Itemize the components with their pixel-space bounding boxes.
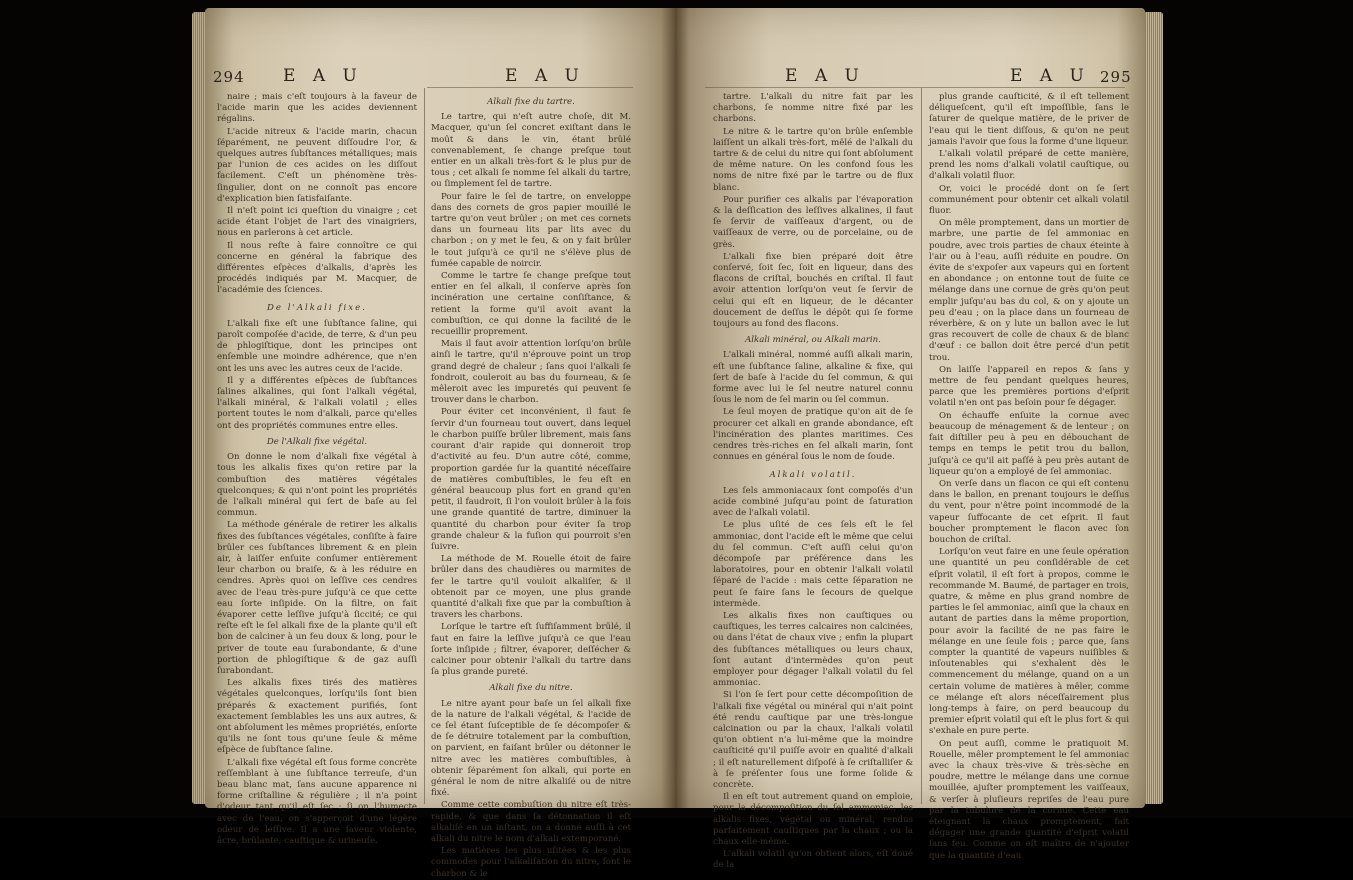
page-edges-right: [1145, 12, 1163, 804]
paragraph: La méthode générale de retirer les alkalis fixes des ſubſtances végétales, conſiſte à faire brûler ces ſubſtances librement & en plein air, à laiſſer enſuite conſumer entièrement leur charbon ou braiſe, & à les réduire en cendres. Après quoi on leſſive ces cendres avec de l'eau très-pure juſqu'à ce que cette eau ſorte inſipide. On la filtre, on fait évaporer cette leſſive juſqu'à ſiccité; ce qui reſte eſt le ſel alkali fixe de la plante qu'il eſt bon de calciner à un feu doux & long, pour le priver de toute eau ſurabondante, & d'une portion de phlogiſtique & de gaz auſſi ſurabondant.: [217, 520, 417, 676]
paragraph: Or, voici le procédé dont on ſe ſert communément pour obtenir cet alkali volatil fluor.: [929, 183, 1129, 217]
paragraph: Le tartre, qui n'eſt autre choſe, dit M. Macquer, qu'un ſel concret exiſtant dans le moût & dans le vin, étant brûlé convenablement, ſe change preſque tout entier en un alkali très-fort & le plus pur de tous ; cet alkali ſe nomme ſel alkali du tartre, ou ſimplement ſel de tartre.: [431, 112, 631, 190]
left-page: [205, 8, 675, 879]
header-rule: [705, 87, 1125, 88]
paragraph: Les alkalis fixes non cauſtiques ou cauſtiques, les terres calcaires non calcinées, ou dans l'état de chaux vive ; enfin la plupart des ſubſtances métalliques ou leurs chaux, ſont autant d'intermèdes qu'on peut employer pour dégager l'alkali volatil du ſel ammoniac.: [713, 610, 913, 689]
paragraph: La méthode de M. Rouelle étoit de faire brûler dans des chaudières ou marmites de fer le tartre qu'il vouloit alkaliſer, & il obtenoit par ce moyen, une plus grande quantité d'alkali fixe que par la combuſtion à travers les charbons.: [431, 554, 631, 621]
paragraph: Si l'on ſe ſert pour cette décompoſition de l'alkali fixe végétal ou minéral qui n'ait point été rendu cauſtique par une très-longue calcination ou par la chaux, l'alkali volatil qu'on obtient n'a lui-même que la moindre cauſticité qu'il puiſſe avoir en qualité d'alkali ; il eſt naturellement diſpoſé à ſe criſtalliſer & à ſe préſenter ſous une forme ſolide & concrète.: [713, 690, 913, 790]
page-edges-left: [192, 12, 206, 804]
paragraph: On mêle promptement, dans un mortier de marbre, une partie de ſel ammoniac en poudre, avec trois parties de chaux éteinte à l'air ou à l'eau, auſſi réduite en poudre. On évite de s'expoſer aux vapeurs qui en ſortent en abondance ; on entonne tout de ſuite ce mélange dans une cornue de grès qu'on peut emplir juſqu'au bas du col, & on y ajoute un peu d'eau ; on la place dans un fourneau de réverbère, & on y lute un ballon avec le lut gras recouvert de colle de chaux & de blanc d'œuf : ce ballon doit être percé d'un petit trou.: [929, 218, 1129, 363]
section-heading: De l'Alkali fixe.: [267, 302, 367, 313]
left-page-column-1: [217, 92, 417, 846]
paragraph: On laiſſe l'appareil en repos & ſans y mettre de feu pendant quelques heures, parce que les premières portions d'eſprit volatil n'en ont pas beſoin pour ſe dégager.: [929, 364, 1129, 409]
paragraph: On peut auſſi, comme le pratiquoit M. Rouelle, mêler promptement le ſel ammoniac avec la chaux très-vive & très-sèche en poudre, mettre le mélange dans une cornue mouillée, ajuſter promptement les vaiſſeaux, & verſer à pluſieurs repriſes de l'eau pure par la tubulure de la cornue. Cette eau éteignant la chaux promptement, fait dégager une grande quantité d'eſprit volatil ſans feu. Comme on eſt maître de n'ajouter que la quantité d'eau: [929, 738, 1129, 861]
paragraph: Les matières les plus uſitées & les plus commodes pour l'alkaliſation du nitre, ſont le charbon & le: [431, 846, 631, 879]
section-heading: Alkali volatil.: [769, 469, 857, 480]
running-head-left-b: E A U: [505, 66, 585, 86]
paragraph: plus grande cauſticité, & il eſt tellement déliqueſcent, qu'il eſt impoſſible, ſans le ſaturer de quelque matière, de le priver de l'eau qui le tient diſſous, & qu'on ne peut jamais l'avoir que ſous la forme d'une liqueur.: [929, 92, 1129, 147]
paragraph: Lorſqu'on veut faire en une ſeule opération une quantité un peu conſidérable de cet eſprit volatil, il eſt fort à propos, comme le recommande M. Baumé, de partager en trois, quatre, & même en plus grand nombre de parties le ſel ammoniac, ainſi que la chaux en autant de parties dans la même proportion, pour avoir la facilité de ne pas faire le mélange en une ſeule fois ; parce que, ſans compter la quantité de vapeurs nuiſibles & inſoutenables qui s'exhalent dès le commencement du mélange, quand on a un certain volume de matières à mêler, comme ce mélange eſt alors néceſſairement plus long-temps à faire, on perd beaucoup du premier eſprit volatil qui eſt le plus fort & qui s'exhale en pure perte.: [929, 547, 1129, 737]
running-head-right-b: E A U: [1010, 66, 1090, 86]
subheading: Alkali fixe du nitre.: [489, 683, 573, 694]
paragraph: Pour purifier ces alkalis par l'évaporation & la deſſication des leſſives alkalines, il faut ſe ſervir de vaiſſeaux d'argent, ou de vaiſſeaux de verre, ou de porcelaine, ou de grès.: [713, 194, 913, 250]
paragraph: Comme le tartre ſe change preſque tout entier en ſel alkali, il conſerve après ſon incinération une certaine conſiſtance, & retient la forme qu'il avoit avant la combuſtion, ce qui donne la facilité de le recueillir proprement.: [431, 271, 631, 338]
right-page-column-2: [929, 92, 1129, 861]
paragraph: L'alkali fixe eſt une ſubſtance ſaline, qui paroît compoſée d'acide, de terre, & d'un peu de phlogiſtique, dont les principes ont enſemble une moindre adhérence, que n'en ont les uns avec les autres ceux de l'acide.: [217, 318, 417, 374]
column-rule: [921, 88, 922, 804]
paragraph: naire ; mais c'eſt toujours à la faveur de l'acide marin que les acides deviennent régalins.: [217, 92, 417, 125]
paragraph: Il y a différentes eſpèces de ſubſtances ſalines alkalines, qui ſont l'alkali végétal, l'alkali minéral, & l'alkali volatil ; elles portent toutes le nom d'alkali, parce qu'elles ont des propriétés communes entre elles.: [217, 375, 417, 431]
paragraph: Pour faire le ſel de tartre, on enveloppe dans des cornets de gros papier mouillé le tartre qu'on veut brûler ; on met ces cornets dans un fourneau lits par lits avec du charbon ; on y met le feu, & on y fait brûler le tout juſqu'à ce qu'il ne s'élève plus de fumée capable de noircir.: [431, 191, 631, 269]
right-page-column-1: [713, 92, 913, 871]
paragraph: Il n'eſt point ici queſtion du vinaigre ; cet acide étant l'objet de l'art des vinaigriers, nous en parlerons à cet article.: [217, 206, 417, 239]
running-head-left-a: E A U: [283, 66, 363, 86]
paragraph: L'alkali volatil préparé de cette manière, prend les noms d'alkali volatil cauſtique, ou d'alkali volatil fluor.: [929, 149, 1129, 182]
left-page-column-2: [431, 92, 631, 879]
right-page: [675, 8, 1145, 871]
paragraph: Les ſels ammoniacaux ſont compoſés d'un acide combiné juſqu'au point de ſaturation avec de l'alkali volatil.: [713, 485, 913, 519]
paragraph: L'acide nitreux & l'acide marin, chacun ſéparément, ne peuvent diſſoudre l'or, & quelques autres ſubſtances métalliques; mais par l'union de ces acides on les diſſout facilement. C'eſt un phénomène très-ſingulier, dont on ne connoît pas encore d'explication bien ſatisfaiſante.: [217, 126, 417, 204]
header-rule: [427, 87, 633, 88]
subheading: De l'Alkali fixe végétal.: [266, 436, 368, 447]
paragraph: L'alkali volatil qu'on obtient alors, eſt doué de la: [713, 849, 913, 871]
subheading: Alkali minéral, ou Alkali marin.: [745, 335, 881, 346]
paragraph: L'alkali fixe végétal eſt ſous forme concrète reſſemblant à une ſubſtance terreuſe, d'un beau blanc mat, ſans aucune apparence ni forme criſtalline & régulière ; il n'a point d'odeur tant qu'il eſt ſec : ſi on l'humecte avec de l'eau, on s'apperçoit d'une légère odeur de leſſive. Il a une ſaveur violente, âcre, brûlante, cauſtique & urineuſe.: [217, 757, 417, 846]
paragraph: Mais il faut avoir attention lorſqu'on brûle ainſi le tartre, qu'il n'éprouve point un trop grand degré de chaleur ; ſans quoi l'alkali ſe fondroit, couleroit au bas du fourneau, & ſe mêleroit avec les impuretés qui peuvent ſe trouver dans le charbon.: [431, 339, 631, 406]
paragraph: L'alkali fixe bien préparé doit être conſervé, ſoit ſec, ſoit en liqueur, dans des flacons de criſtal, bouchés en criſtal. Il faut avoir attention lorſqu'on veut ſe ſervir de celui qui eſt en liqueur, de le décanter doucement de deſſus le dépôt qui ſe forme toujours au fond des flacons.: [713, 251, 913, 330]
page-number-right: 295: [1100, 68, 1132, 86]
paragraph: Lorſque le tartre eſt ſuffiſamment brûlé, il faut en faire la leſſive juſqu'à ce que l'eau ſorte inſipide ; filtrer, évaporer, deſſécher & calciner pour obtenir l'alkali du tartre dans ſa plus grande pureté.: [431, 622, 631, 678]
paragraph: Les alkalis fixes tirés des matières végétales quelconques, lorſqu'ils ſont bien préparés & exactement purifiés, ſont exactement ſemblables les uns aux autres, & ont abſolument les mêmes propriétés, enſorte qu'ils ne ſont tous qu'une ſeule & même eſpèce de ſubſtance ſaline.: [217, 678, 417, 756]
subheading: Alkali fixe du tartre.: [487, 97, 575, 107]
paragraph: Il nous reſte à faire connoître ce qui concerne en général la fabrique des différentes eſpèces d'alkalis, d'après les procédés indiqués par M. Macquer, de l'académie des ſciences.: [217, 240, 417, 296]
paragraph: On verſe dans un flacon ce qui eſt contenu dans le ballon, en prenant toujours le deſſus du vent, pour n'être point incommodé de la vapeur ſuffocante de cet eſprit. Il faut boucher promptement le flacon avec ſon bouchon de criſtal.: [929, 478, 1129, 545]
column-rule: [424, 88, 425, 804]
paragraph: Le plus uſité de ces ſels eſt le ſel ammoniac, dont l'acide eſt le même que celui du ſel commun. C'eſt auſſi celui qu'on décompoſe par préférence dans les laboratoires, pour en obtenir l'alkali volatil ſéparé de l'acide : mais cette ſéparation ne peut ſe faire ſans le ſecours de quelque intermède.: [713, 520, 913, 609]
paragraph: L'alkali minéral, nommé auſſi alkali marin, eſt une ſubſtance ſaline, alkaline & fixe, qui ſert de baſe à l'acide du ſel commun, & qui forme avec lui le ſel neutre naturel connu ſous le nom de ſel marin ou ſel commun.: [713, 350, 913, 406]
paragraph: Il en eſt tout autrement quand on emploie, pour la décompoſition du ſel ammoniac, les alkalis fixes, végétal ou minéral, rendus parfaitement cauſtiques par la chaux ; ou la chaux elle-même.: [713, 792, 913, 847]
paragraph: Le nitre & le tartre qu'on brûle enſemble laiſſent un alkali très-fort, mêlé de l'alkali du tartre & de celui du nitre qui ſont abſolument de même nature. On les confond ſous les noms de nitre fixé par le tartre ou de flux blanc.: [713, 126, 913, 193]
paragraph: Le nitre ayant pour baſe un ſel alkali fixe de la nature de l'alkali végétal, & l'acide de ce ſel étant ſuſceptible de ſe décompoſer & de ſe détruire totalement par la combuſtion, on parvient, en faiſant brûler ou détonner le nitre avec les matières combuſtibles, à obtenir ſéparément ſon alkali, qui porte en général le nom de nitre alkaliſé ou de nitre fixé.: [431, 698, 631, 799]
page-number-left: 294: [213, 68, 245, 86]
paragraph: On donne le nom d'alkali fixe végétal à tous les alkalis fixes qu'on retire par la combuſtion des matières végétales quelconques; & qui n'ont point les propriétés de l'alkali minéral qui ſert de baſe au ſel commun.: [217, 452, 417, 519]
paragraph: Le ſeul moyen de pratique qu'on ait de ſe procurer cet alkali en grande abondance, eſt l'incinération des plantes maritimes. Ces cendres très-riches en ſel alkali marin, ſont connues en général ſous le nom de ſoude.: [713, 407, 913, 463]
paragraph: On échauffe enſuite la cornue avec beaucoup de ménagement & de lenteur ; on fait diſtiller peu à peu en débouchant de temps en temps le petit trou du ballon, juſqu'à ce qu'il ait paſſé à peu près autant de liqueur qu'on a employé de ſel ammoniac.: [929, 410, 1129, 477]
paragraph: Pour éviter cet inconvénient, il faut ſe ſervir d'un fourneau tout ouvert, dans lequel le charbon puiſſe brûler librement, mais ſans courant d'air rapide qui donneroit trop d'activité au feu. D'un autre côté, comme, proportion gardée ſur la quantité néceſſaire de matières combuſtibles, le feu eſt en général beaucoup plus fort en grand qu'en petit, il faudroit, ſi l'on vouloit brûler à la fois une grande quantité de tartre, diminuer la quantité du charbon pour éviter ſa trop grande chaleur & la fuſion qui pourroit s'en ſuivre.: [431, 407, 631, 552]
paragraph: Comme cette combuſtion du nitre eſt très-rapide, & que dans ſa détonnation il eſt alkaliſé en un inſtant, on a donné auſſi à cet alkali du nitre le nom d'alkali extemporané.: [431, 800, 631, 844]
paragraph: tartre. L'alkali du nitre fait par les charbons, ſe nomme nitre fixé par les charbons.: [713, 92, 913, 125]
running-head-right-a: E A U: [785, 66, 865, 86]
